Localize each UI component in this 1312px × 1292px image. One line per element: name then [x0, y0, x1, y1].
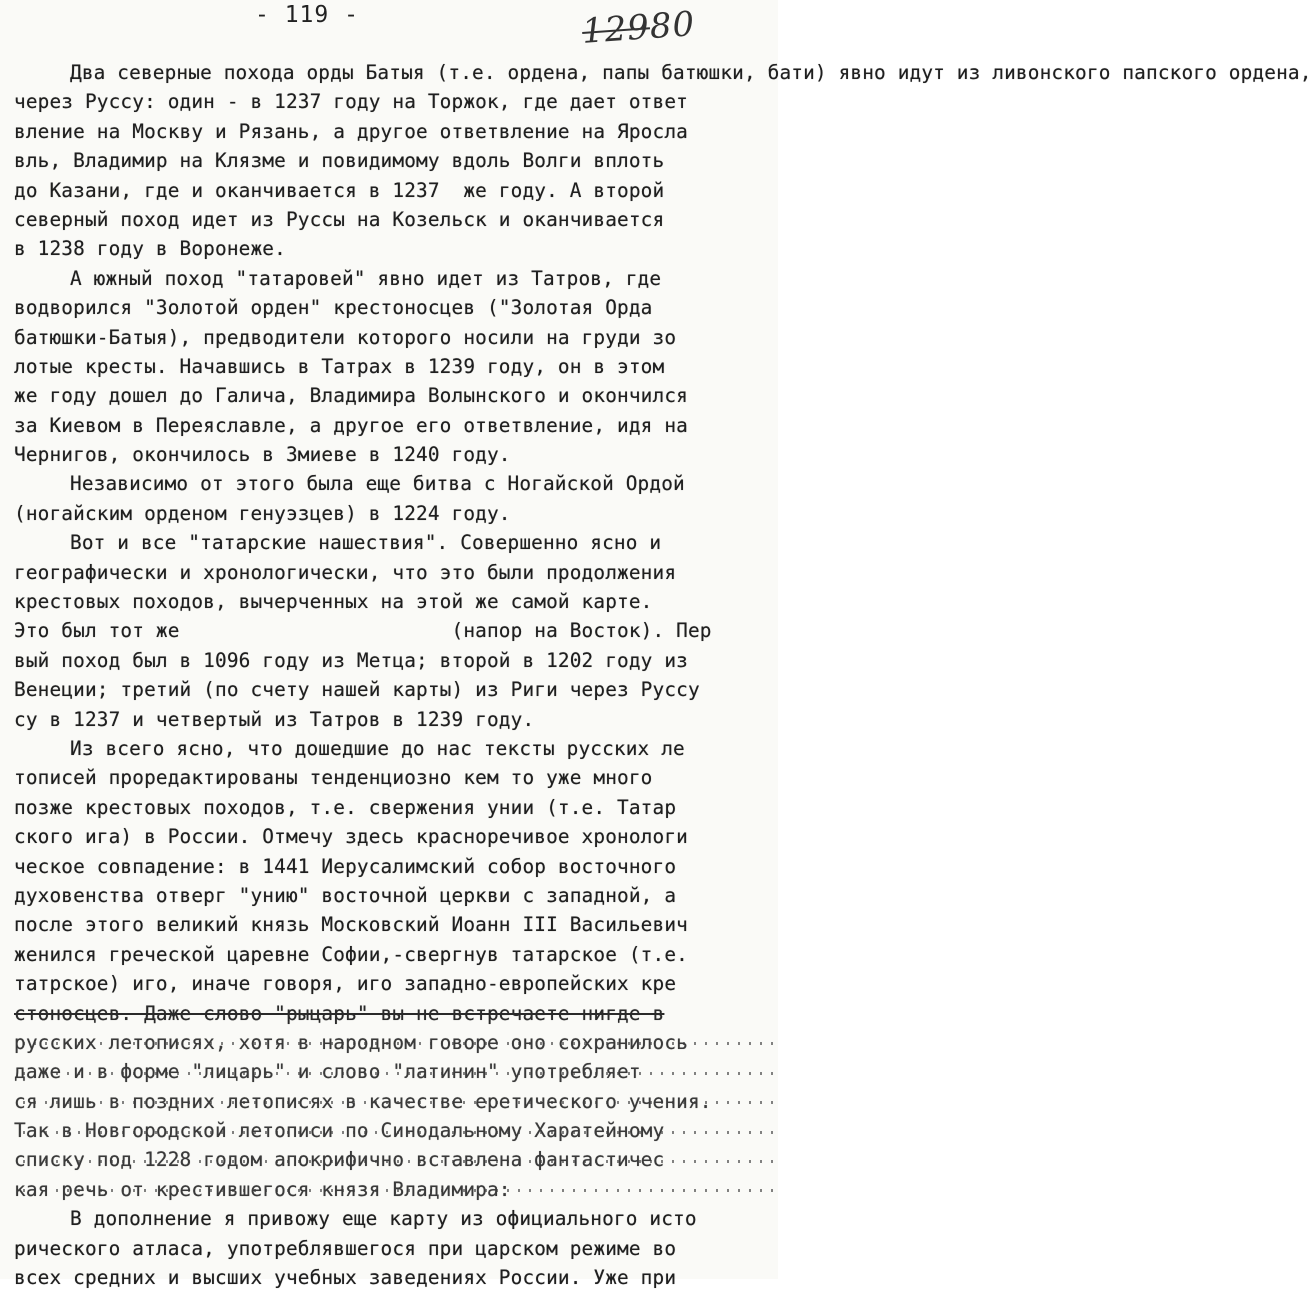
struck-archive-digits: 129 [580, 7, 652, 52]
text-line: крестовых походов, вычерченных на этой же самой карте. [14, 590, 653, 614]
text-line: Два северные похода орды Батыя (т.е. ордена, папы батюшки, бати) явно идут из ливонского папского ордена, [70, 61, 1312, 84]
text-line: духовенства отверг "унию" восточной церкви с западной, а [14, 883, 677, 907]
text-line: географически и хронологически, что это были продолжения [14, 560, 677, 584]
text-line: А южный поход "татаровей" явно идет из Татров, где [70, 266, 662, 290]
text-line: Независимо от этого была еще битва с Ногайской Ордой [70, 472, 685, 496]
text-line: тописей проредактированы тенденциозно кем то уже много [14, 766, 653, 790]
text-line: В дополнение я привожу еще карту из официального исто [70, 1207, 697, 1231]
text-line: су в 1237 и четвертый из Татров в 1239 году. [14, 707, 535, 731]
text-line: вление на Москву и Рязань, а другое ответвление на Яросла [14, 119, 688, 143]
text-line: Так в Новгородской летописи по Синодальному Харатейному [14, 1116, 774, 1145]
handwritten-archive-number [581, 4, 697, 52]
text-line: вль, Владимир на Клязме и повидимому вдоль Волги вплоть [14, 149, 665, 173]
text-line: Чернигов, окончилось в Змиеве в 1240 году. [14, 443, 511, 467]
text-line: русских летописях, хотя в народном говоре оно сохранилось [14, 1028, 774, 1057]
text-line: через Руссу: один - в 1237 году на Торжок, где дает ответ [14, 90, 688, 114]
page-number: - 119 - [255, 2, 359, 28]
text-line: Из всего ясно, что дошедшие до нас тексты русских ле [70, 736, 685, 760]
text-line: за Киевом в Переяславле, а другое его ответвление, идя на [14, 413, 688, 437]
text-line: (ногайским орденом генуэзцев) в 1224 году. [14, 501, 511, 525]
text-line: списку под 1228 годом апокрифично вставлена фантастичес [14, 1145, 774, 1174]
text-line: в 1238 году в Воронеже. [14, 237, 286, 261]
archive-digits: 80 [648, 4, 697, 48]
typewritten-text [14, 58, 1312, 1292]
text-line: женился греческой царевне Софии,-свергнув татарское (т.е. [14, 942, 688, 966]
text-line: же году дошел до Галича, Владимира Волынского и окончился [14, 384, 688, 408]
text-line: до Казани, где и оканчивается в 1237 же году. А второй [14, 178, 665, 202]
text-line: ческое совпадение: в 1441 Иерусалимский собор восточного [14, 854, 677, 878]
text-line: позже крестовых походов, т.е. свержения унии (т.е. Татар [14, 795, 677, 819]
text-line: лотые кресты. Начавшись в Татрах в 1239 году, он в этом [14, 354, 665, 378]
text-line: вый поход был в 1096 году из Метца; второй в 1202 году из [14, 648, 688, 672]
text-line: батюшки-Батыя), предводители которого носили на груди зо [14, 325, 677, 349]
text-line: после этого великий князь Московский Иоанн III Васильевич [14, 913, 688, 937]
text-line: даже и в форме "лицарь" и слово "латинин" употребляет [14, 1057, 774, 1086]
text-line: Это был тот же (напор на Восток). Пер [14, 619, 712, 643]
text-line: стоносцев. Даже слово "рыцарь" вы не встречаете нигде в [14, 1001, 665, 1025]
text-line: ся лишь в поздних летописях в качестве еретического учения. [14, 1087, 774, 1116]
text-line: Вот и все "татарские нашествия". Совершенно ясно и [70, 531, 662, 555]
text-line: кая речь от крестившегося князя Владимира: [14, 1175, 774, 1204]
text-line: татрское) иго, иначе говоря, иго западно-европейских кре [14, 972, 677, 996]
text-line: всех средних и высших учебных заведениях России. Уже при [14, 1266, 677, 1290]
text-line: ского ига) в России. Отмечу здесь красноречивое хронологи [14, 825, 688, 849]
text-line: водворился "Золотой орден" крестоносцев ("Золотая Орда [14, 296, 653, 320]
text-line: северный поход идет из Руссы на Козельск и оканчивается [14, 207, 665, 231]
text-line: рического атласа, употреблявшегося при царском режиме во [14, 1236, 677, 1260]
text-line: Венеции; третий (по счету нашей карты) из Риги через Руссу [14, 678, 700, 702]
